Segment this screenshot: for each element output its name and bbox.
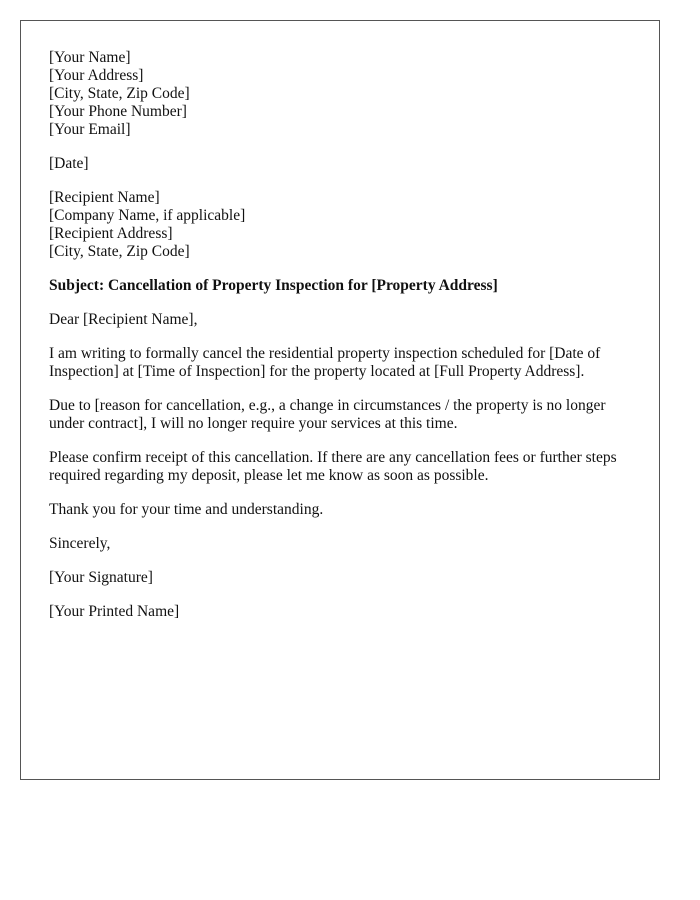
sender-address: [Your Address] [49, 67, 144, 84]
printed-name: [Your Printed Name] [49, 603, 180, 620]
recipient-name: [Recipient Name] [49, 189, 160, 206]
recipient-address: [Recipient Address] [49, 225, 173, 242]
letter-body [49, 49, 639, 637]
date-block [49, 155, 639, 173]
paragraph-reason: Due to [reason for cancellation, e.g., a change in circumstances / the property is no longer under contract], I will no longer require your services at this time. [49, 397, 606, 432]
closing: Sincerely, [49, 535, 111, 552]
recipient-block [49, 189, 639, 261]
sender-phone: [Your Phone Number] [49, 103, 187, 120]
sender-name: [Your Name] [49, 49, 131, 66]
recipient-company: [Company Name, if applicable] [49, 207, 246, 224]
recipient-city-state-zip: [City, State, Zip Code] [49, 243, 190, 260]
salutation: Dear [Recipient Name], [49, 311, 198, 328]
paragraph-cancellation-notice: I am writing to formally cancel the residential property inspection scheduled for [Date of Inspection] at [Time of Inspection] for the property located at [Full Property Address]. [49, 345, 601, 380]
sender-email: [Your Email] [49, 121, 131, 138]
paragraph-thanks: Thank you for your time and understanding. [49, 501, 324, 518]
sender-block [49, 49, 639, 139]
sender-city-state-zip: [City, State, Zip Code] [49, 85, 190, 102]
letter-date: [Date] [49, 155, 89, 172]
letter-page [20, 20, 660, 780]
signature: [Your Signature] [49, 569, 153, 586]
subject-line: Subject: Cancellation of Property Inspection for [Property Address] [49, 277, 498, 294]
paragraph-confirmation-request: Please confirm receipt of this cancellation. If there are any cancellation fees or further steps required regarding my deposit, please let me know as soon as possible. [49, 449, 617, 484]
